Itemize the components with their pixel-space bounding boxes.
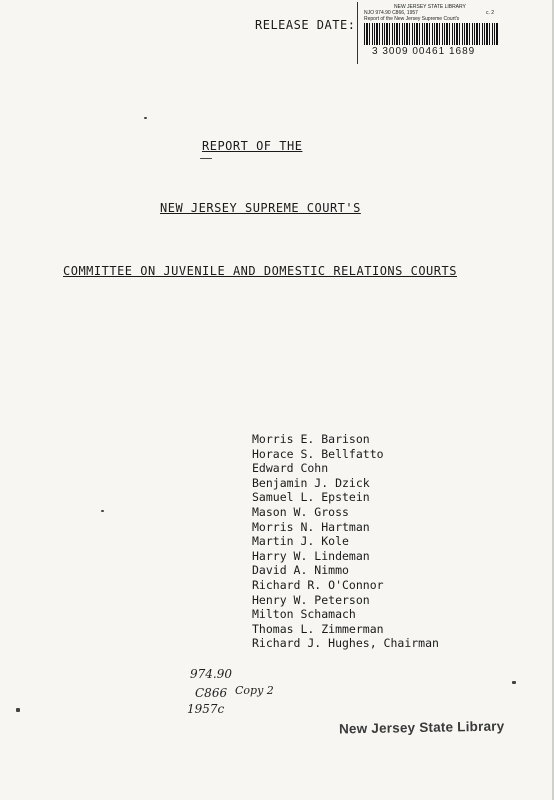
short-title: Report of the New Jersey Supreme Court's: [364, 16, 460, 22]
member-name: Morris E. Barison: [252, 432, 370, 446]
member-name: Milton Schamach: [252, 607, 356, 622]
barcode-number: 3 3009 00461 1689: [372, 46, 476, 57]
library-name: NEW JERSEY STATE LIBRARY: [394, 4, 466, 10]
member-name: Thomas L. Zimmerman: [252, 621, 384, 636]
scan-speck: [144, 117, 147, 119]
scan-speck: [16, 708, 20, 712]
release-date-label: RELEASE DATE:: [255, 18, 356, 32]
handwritten-copy-note: Copy 2: [235, 684, 274, 697]
scan-speck: [101, 510, 104, 512]
member-name-chairman: Richard J. Hughes, Chairman: [252, 636, 439, 651]
handwritten-call-number: 974.90: [190, 667, 232, 681]
copy-number: c. 2: [485, 10, 494, 16]
member-name: Richard R. O'Connor: [252, 577, 384, 592]
member-name: Martin J. Kole: [252, 534, 349, 549]
scan-speck: [200, 158, 212, 159]
member-name: David A. Nimmo: [252, 563, 349, 578]
handwritten-year: 1957c: [187, 702, 225, 716]
report-title-line-1: REPORT OF THE: [202, 139, 303, 153]
member-name: Harry W. Lindeman: [252, 548, 370, 563]
report-title-line-2: NEW JERSEY SUPREME COURT'S: [160, 201, 361, 215]
report-title-line-3: COMMITTEE ON JUVENILE AND DOMESTIC RELATIONS COURTS: [63, 264, 457, 278]
member-name: Horace S. Bellfatto: [252, 446, 384, 461]
member-name: Morris N. Hartman: [252, 519, 370, 534]
handwritten-cutter: C866: [195, 686, 228, 700]
member-name: Benjamin J. Dzick: [252, 475, 370, 490]
call-number: NJO 974.90 C866, 1957: [364, 10, 418, 16]
member-name: Mason W. Gross: [252, 504, 349, 519]
member-name: Edward Cohn: [252, 461, 329, 476]
library-stamp: New Jersey State Library: [338, 718, 505, 737]
scan-speck: [512, 681, 516, 684]
library-barcode-label: [357, 2, 504, 64]
barcode-image: [364, 23, 498, 45]
committee-members-list: [252, 432, 439, 651]
member-name: Henry W. Peterson: [252, 592, 370, 607]
member-name: Samuel L. Epstein: [252, 490, 370, 505]
